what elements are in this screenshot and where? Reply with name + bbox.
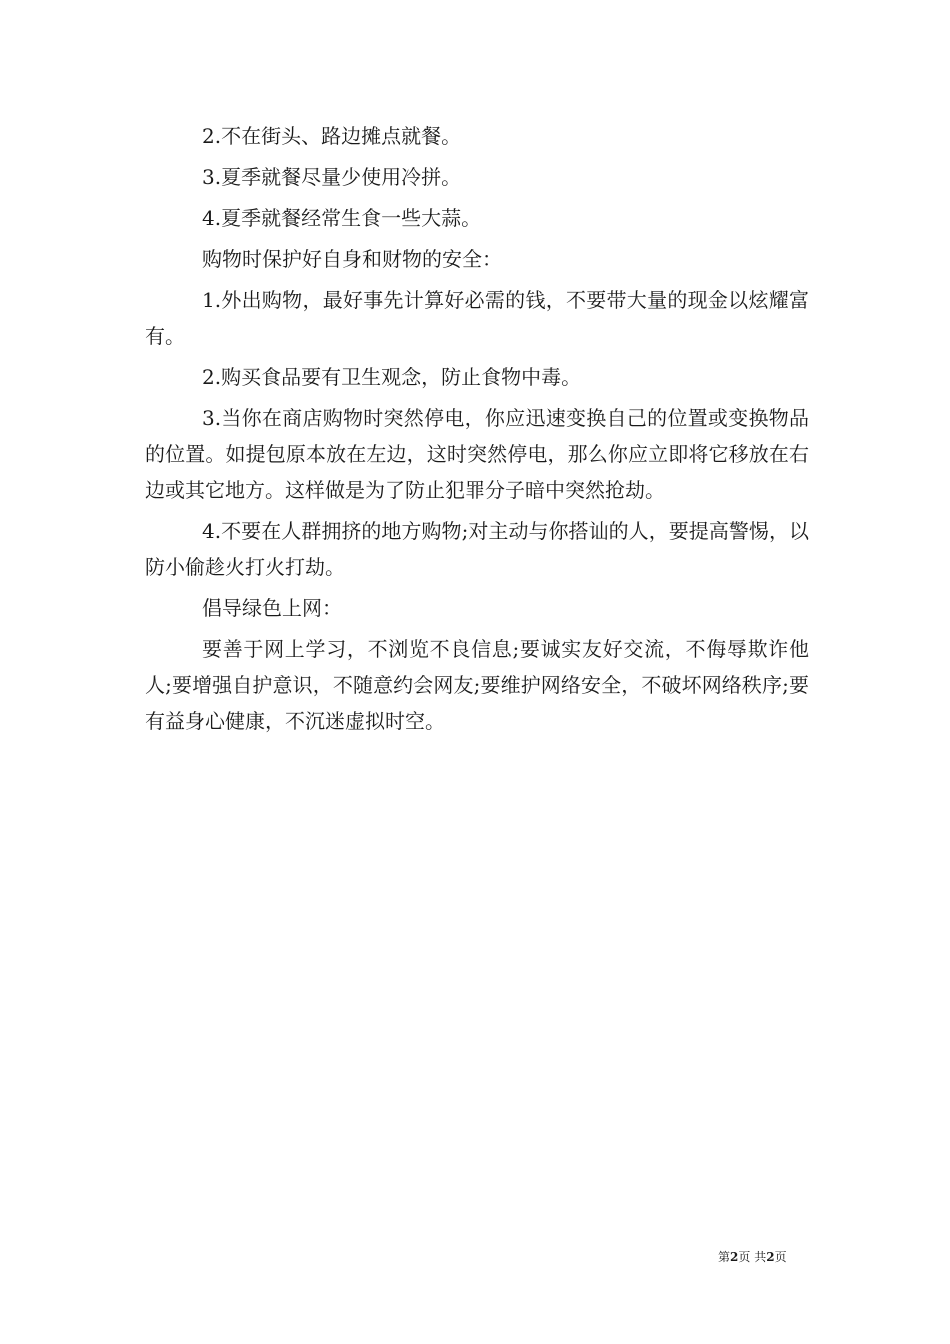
paragraph-power-outage: 3.当你在商店购物时突然停电，你应迅速变换自己的位置或变换物品的位置。如提包原本放在左边，这时突然停电，那么你应立即将它移放在右边或其它地方。这样做是为了防止犯罪分子暗中突然抢劫。	[145, 406, 809, 502]
total-pages-number: 2	[766, 1250, 775, 1264]
document-body	[145, 118, 809, 739]
paragraph-crowded-places: 4.不要在人群拥挤的地方购物;对主动与你搭讪的人，要提高警惕，以防小偷趁火打火打劫。	[145, 519, 809, 579]
paragraph-no-street-stall-dining: 2.不在街头、路边摊点就餐。	[202, 124, 462, 148]
paragraph-shopping-cash: 1.外出购物，最好事先计算好必需的钱，不要带大量的现金以炫耀富有。	[145, 288, 809, 348]
section-heading-shopping-safety: 购物时保护好自身和财物的安全：	[202, 247, 502, 271]
paragraph-food-hygiene: 2.购买食品要有卫生观念，防止食物中毒。	[202, 365, 582, 389]
footer-suffix: 页	[774, 1250, 787, 1264]
paragraph-less-cold-dishes: 3.夏季就餐尽量少使用冷拼。	[202, 165, 462, 189]
footer-prefix: 第	[718, 1250, 731, 1264]
page-number-footer	[718, 1249, 818, 1265]
footer-middle: 页 共	[738, 1250, 767, 1264]
current-page-number: 2	[730, 1250, 739, 1264]
paragraph-eat-garlic: 4.夏季就餐经常生食一些大蒜。	[202, 206, 482, 230]
paragraph-internet-conduct: 要善于网上学习，不浏览不良信息;要诚实友好交流，不侮辱欺诈他人;要增强自护意识，不随意约会网友;要维护网络安全，不破坏网络秩序;要有益身心健康，不沉迷虚拟时空。	[145, 637, 809, 733]
section-heading-green-internet: 倡导绿色上网：	[202, 596, 342, 620]
